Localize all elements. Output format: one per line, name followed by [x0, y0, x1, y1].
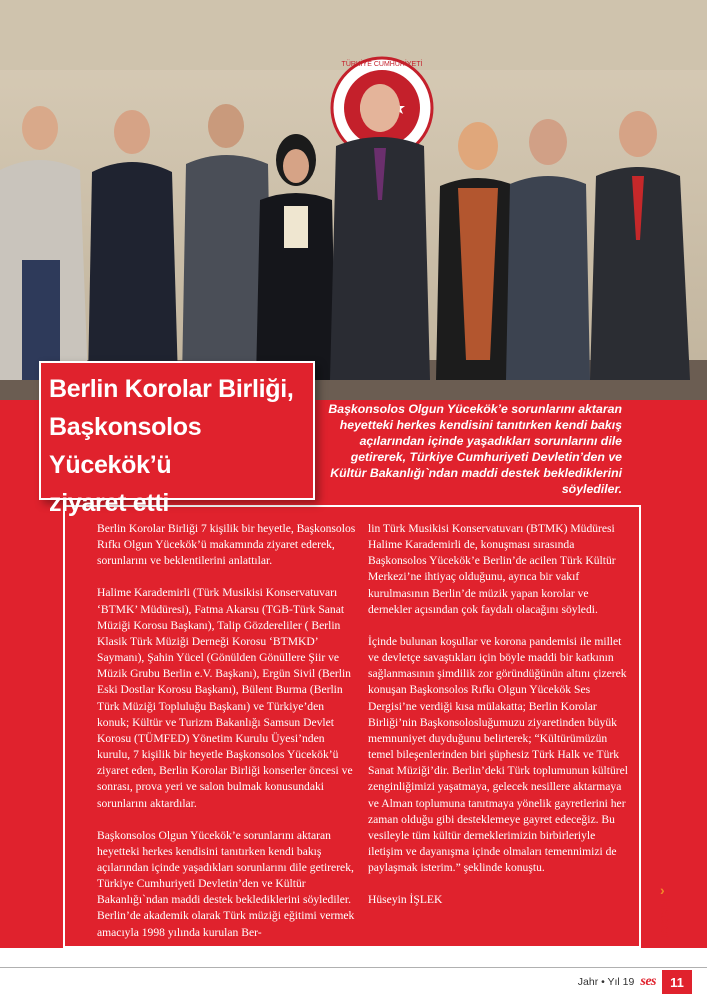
section-tab: [656, 883, 686, 938]
paragraph: Berlin Korolar Birliği 7 kişilik bir heyetle, Başkonsolos Rıfkı Olgun Yücekök’ü makamında ziyaret ederek, sorunlarını ve beklentilerini anlattılar.: [97, 522, 356, 568]
title-line-1: Berlin Korolar Birliği,: [49, 375, 294, 403]
paragraph: Başkonsolos Olgun Yücekök’e sorunlarını aktaran heyetteki herkes kendisini tanıtırken kendi bakış açılarından içinde yaşadıkları sorunlarını dile getirerek, Türkiye Cumhuriyeti Devletin’den ve Kültür Bakanlığı`ndan maddi destek beklediklerini söylediler. Berlin’de akademik olarak Türk müziği eğitimi vermek amacıyla 1998 yılında kurulan Ber-: [97, 828, 355, 939]
paragraph: lin Türk Musikisi Konservatuvarı (BTMK) Müdüresi Halime Karademirli de, konuşması sırasında Başkonsolos Yücekök’e Berlin’de acilen Türk Kültür Merkezi’ne ihtiyaç olduğunu, ayrıca bir vakıf kurulmasının Berlin’de müzik yapan korolar ve dernekler açısından çok faydalı olacağını söyledi.: [368, 522, 616, 616]
section-label: Haber: [657, 899, 674, 939]
column-left: [97, 521, 357, 957]
paragraph: İçinde bulunan koşullar ve korona pandemisi ile millet ve devletçe savaştıkları için böyle maddi bir katkının sağlanmasının şimdilik zor göründüğünün altını çizerek konuşan Başkonsolos Rıfkı Olgun Yücekök Ses Dergisi’ne verdiği kısa mülakatta; Berlin Korolar Birliği’nin Başkonsolosluğumuzu ziyaretinden büyük memnuniyet duyduğunu belirterek; “Kültürümüzün temel bileşenlerinden biri şüphesiz Türk Halk ve Türk Sanat Müziği’dir. Berlin’deki Türk toplumunun kültürel zenginliğimizi yaşatmaya, gelecek nesillere aktarmaya ve Alman toplumuna tanıtmaya yönelik gayretlerini her zaman olduğu gibi desteklemeye gayret edeceğiz. Bu vesileyle tüm kültür derneklerimizin birbirleriyle iletişim ve dayanışma içinde olmaları temennimizi de paylaşmak isterim.” şeklinde konuştu.: [368, 634, 628, 875]
page-footer: [578, 970, 692, 994]
title-line-3: ziyaret etti: [49, 489, 170, 517]
title-line-2: Başkonsolos Yücekök’ü: [49, 413, 202, 479]
emblem-text: TÜRKİYE CUMHURİYETİ: [341, 61, 423, 68]
article-author: Hüseyin İŞLEK: [368, 893, 443, 907]
issue-label: Jahr • Yıl 19: [577, 976, 635, 988]
footer-divider: [0, 967, 707, 968]
magazine-logo: ses: [640, 974, 656, 989]
chevron-right-icon: ›: [660, 882, 665, 898]
article-lead: Başkonsolos Olgun Yücekök’e sorunlarını aktaran heyetteki herkes kendisini tanıtırken kendi bakış açılarından içinde yaşadıkları sorunlarını dile getirerek, Türkiye Cumhuriyeti Devletin’den ve Kültür Bakanlığı`ndan maddi destek beklediklerini söylediler.: [328, 402, 622, 496]
column-right: [368, 521, 628, 924]
page-number: 11: [662, 970, 692, 994]
paragraph: Halime Karademirli (Türk Musikisi Konservatuvarı ‘BTMK’ Müdüresi), Fatma Akarsu (TGB-Türk Sanat Müziği Korosu Başkanı), Talip Gözdereliler ( Berlin Klasik Türk Müziği Derneği Korosu ‘BTMKD’ Saymanı), Şahin Yücel (Gönülden Gönüllere Şiir ve Müzik Grubu Berlin e.V. Başkanı), Ergün Sivil (Berlin Eski Dostlar Korosu Başkanı), Bülent Burma (Berlin Türk Müziği Topluluğu Başkanı) ve Türkiye’den konuk; Kültür ve Turizm Bakanlığı Samsun Devlet Korosu (TÜMFED) Yönetim Kurulu Üyesi’nden kurulu, 7 kişilik bir heyetle Başkonsolos Yücekök’ü ziyaret eden, Berlin Korolar Birliği konserler öncesi ve sonrası, prova yeri ve salon bulmak konusundaki sorunlarını aktardılar.: [97, 586, 353, 810]
article-title: [49, 370, 311, 522]
